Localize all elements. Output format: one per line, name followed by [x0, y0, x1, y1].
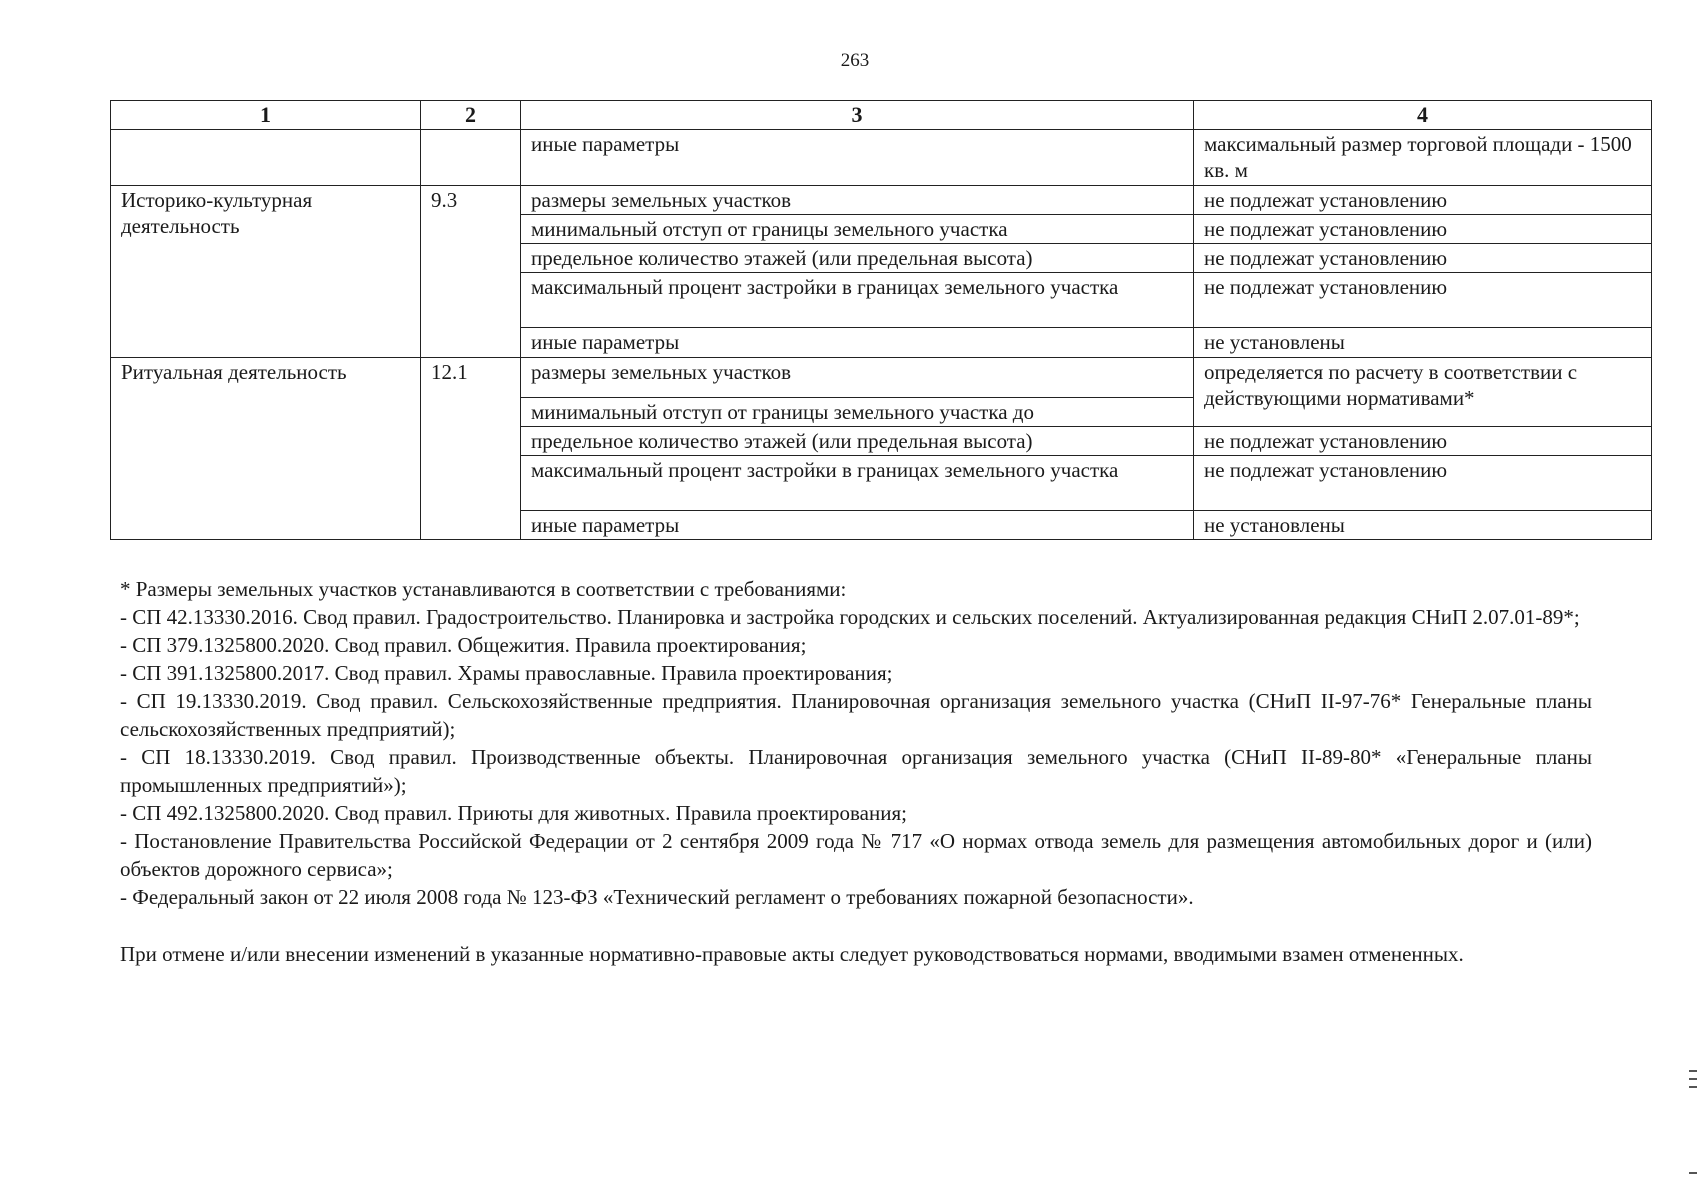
- param-cell: предельное количество этажей (или предельная высота): [521, 244, 1194, 273]
- code-cell: [421, 130, 521, 186]
- value-cell: определяется по расчету в соответствии с действующими нормативами*: [1194, 357, 1652, 426]
- scan-edge-mark: [1689, 1086, 1697, 1088]
- footnote-item: - Федеральный закон от 22 июля 2008 года № 123-ФЗ «Технический регламент о требованиях пожарной безопасности».: [120, 885, 1194, 909]
- header-col-3: 3: [521, 101, 1194, 130]
- param-cell: минимальный отступ от границы земельного участка: [521, 214, 1194, 243]
- header-col-1: 1: [111, 101, 421, 130]
- value-cell: не подлежат установлению: [1194, 456, 1652, 511]
- footnote-intro: * Размеры земельных участков устанавливаются в соответствии с требованиями:: [120, 577, 847, 601]
- param-cell: иные параметры: [521, 511, 1194, 540]
- param-cell: максимальный процент застройки в границах земельного участка: [521, 273, 1194, 328]
- param-cell: иные параметры: [521, 130, 1194, 186]
- closing-paragraph: При отмене и/или внесении изменений в указанные нормативно-правовые акты следует руководствоваться нормами, вводимыми взамен отмененных.: [120, 942, 1464, 966]
- value-cell: не подлежат установлению: [1194, 273, 1652, 328]
- footnote-item: - СП 18.13330.2019. Свод правил. Производственные объекты. Планировочная организация земельного участка (СНиП II-89-80* «Генеральные планы промышленных предприятий»);: [120, 745, 1592, 797]
- param-cell: размеры земельных участков: [521, 357, 1194, 397]
- param-cell: иные параметры: [521, 328, 1194, 357]
- use-cell: Ритуальная деятельность: [111, 357, 421, 540]
- footnote-section: [120, 575, 1592, 968]
- page-number: 263: [840, 50, 870, 71]
- footnote-item: - Постановление Правительства Российской Федерации от 2 сентября 2009 года № 717 «О нормах отвода земель для размещения автомобильных дорог и (или) объектов дорожного сервиса»;: [120, 829, 1592, 881]
- param-cell: максимальный процент застройки в границах земельного участка: [521, 456, 1194, 511]
- table-row: [111, 185, 1652, 214]
- footnote-item: - СП 391.1325800.2017. Свод правил. Храмы православные. Правила проектирования;: [120, 661, 893, 685]
- param-cell: предельное количество этажей (или предельная высота): [521, 426, 1194, 455]
- scan-edge-mark: [1689, 1070, 1697, 1072]
- value-cell: не подлежат установлению: [1194, 185, 1652, 214]
- value-cell: не установлены: [1194, 511, 1652, 540]
- table-row: [111, 130, 1652, 186]
- value-cell: максимальный размер торговой площади - 1500 кв. м: [1194, 130, 1652, 186]
- use-cell: [111, 130, 421, 186]
- header-col-4: 4: [1194, 101, 1652, 130]
- param-cell: размеры земельных участков: [521, 185, 1194, 214]
- code-cell: 9.3: [421, 185, 521, 357]
- table-row: [111, 357, 1652, 397]
- footnote-item: - СП 492.1325800.2020. Свод правил. Приюты для животных. Правила проектирования;: [120, 801, 907, 825]
- table-header-row: [111, 101, 1652, 130]
- scan-edge-mark: [1689, 1078, 1697, 1080]
- use-cell: Историко-культурная деятельность: [111, 185, 421, 357]
- value-cell: не подлежат установлению: [1194, 244, 1652, 273]
- code-cell: 12.1: [421, 357, 521, 540]
- footnote-item: - СП 42.13330.2016. Свод правил. Градостроительство. Планировка и застройка городских и сельских поселений. Актуализированная редакция СНиП 2.07.01-89*;: [120, 605, 1580, 629]
- footnote-item: - СП 379.1325800.2020. Свод правил. Общежития. Правила проектирования;: [120, 633, 807, 657]
- value-cell: не подлежат установлению: [1194, 426, 1652, 455]
- parameters-table: [110, 100, 1652, 540]
- value-cell: не установлены: [1194, 328, 1652, 357]
- value-cell: не подлежат установлению: [1194, 214, 1652, 243]
- param-cell: минимальный отступ от границы земельного участка до: [521, 397, 1194, 426]
- header-col-2: 2: [421, 101, 521, 130]
- scan-edge-mark: [1689, 1172, 1697, 1174]
- footnote-item: - СП 19.13330.2019. Свод правил. Сельскохозяйственные предприятия. Планировочная организация земельного участка (СНиП II-97-76* Генеральные планы сельскохозяйственных предприятий);: [120, 689, 1592, 741]
